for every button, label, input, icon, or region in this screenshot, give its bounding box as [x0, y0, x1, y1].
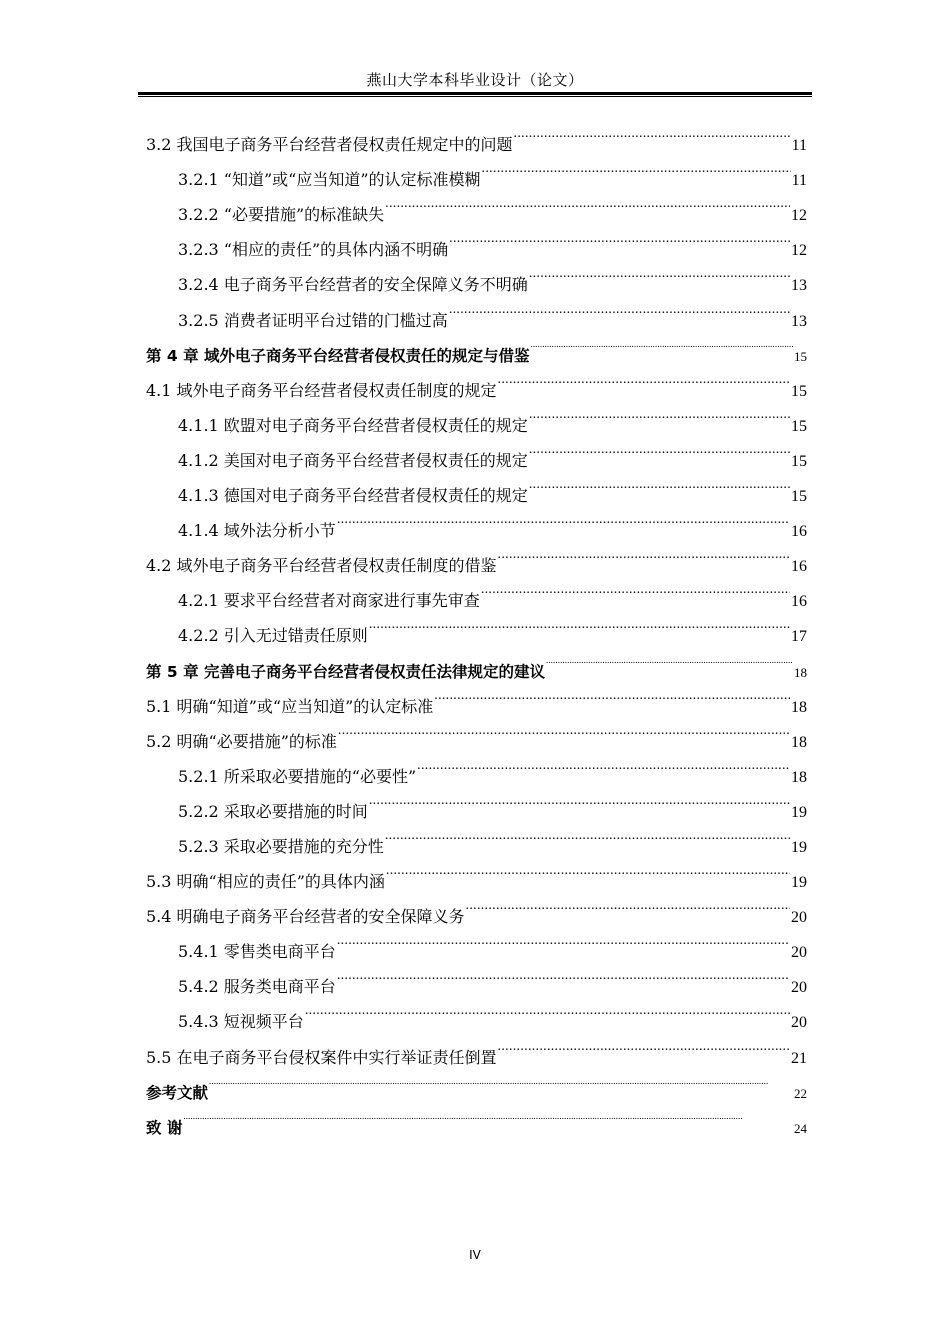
toc-dot-leader [528, 466, 790, 501]
toc-entry[interactable] [146, 1098, 807, 1137]
toc-dot-leader [545, 641, 793, 676]
toc-entry-page: 15 [791, 488, 807, 506]
toc-entry-page: 15 [791, 417, 807, 435]
toc-dot-leader [497, 361, 790, 396]
toc-entry-page: 19 [791, 874, 807, 892]
toc-entry-title: 3.2.1 “知道”或“应当知道”的认定标准模糊 [178, 170, 481, 190]
toc-entry-title: 5.4 明确电子商务平台经营者的安全保障义务 [146, 907, 465, 927]
toc-entry-page: 18 [791, 698, 807, 716]
toc-entry-page: 19 [791, 838, 807, 856]
running-header: 燕山大学本科毕业设计（论文） [366, 71, 584, 89]
toc-entry-title: 4.1.2 美国对电子商务平台经营者侵权责任的规定 [178, 450, 528, 470]
toc-entry-page: 16 [791, 558, 807, 576]
toc-entry-page: 20 [791, 1014, 807, 1032]
toc-dot-leader [182, 1098, 793, 1133]
toc-entry-page: 18 [794, 664, 807, 680]
toc-dot-leader [336, 501, 790, 536]
toc-entry-page: 12 [791, 207, 807, 225]
toc-dot-leader [384, 817, 790, 852]
toc-entry-page: 20 [791, 979, 807, 997]
toc-dot-leader [497, 536, 790, 571]
toc-entry-title: 5.1 明确“知道”或“应当知道”的认定标准 [146, 696, 434, 716]
toc-entry-page: 24 [794, 1120, 807, 1136]
toc-entry-page: 18 [791, 733, 807, 751]
toc-entry-title: 4.1 域外电子商务平台经营者侵权责任制度的规定 [146, 380, 497, 400]
toc-entry-page: 13 [791, 277, 807, 295]
toc-entry-page: 12 [791, 242, 807, 260]
toc-dot-leader [433, 677, 790, 712]
toc-entry[interactable] [146, 1063, 807, 1102]
toc-entry-title: 5.4.1 零售类电商平台 [178, 942, 336, 962]
toc-dot-leader [384, 185, 790, 220]
toc-entry-title: 5.2 明确“必要措施”的标准 [146, 731, 337, 751]
toc-dot-leader [336, 957, 790, 992]
toc-entry-page: 19 [791, 803, 807, 821]
toc-entry-page: 11 [791, 137, 807, 155]
toc-entry-title: 5.4.3 短视频平台 [178, 1012, 304, 1032]
toc-dot-leader [481, 150, 791, 185]
toc-entry-title: 第 4 章 域外电子商务平台经营者侵权责任的规定与借鉴 [146, 346, 530, 365]
toc-dot-leader [416, 747, 790, 782]
toc-entry-title: 3.2.2 “必要措施”的标准缺失 [178, 205, 385, 225]
toc-entry-page: 17 [791, 628, 807, 646]
toc-entry-title: 4.1.3 德国对电子商务平台经营者侵权责任的规定 [178, 486, 528, 506]
toc-entry-title: 4.2 域外电子商务平台经营者侵权责任制度的借鉴 [146, 556, 497, 576]
toc-entry-title: 5.2.1 所采取必要措施的“必要性” [178, 766, 417, 786]
toc-entry-title: 4.2.1 要求平台经营者对商家进行事先审查 [178, 591, 480, 611]
toc-dot-leader [448, 220, 790, 255]
toc-dot-leader [529, 326, 793, 361]
toc-entry-page: 16 [791, 523, 807, 541]
toc-entry-title: 4.1.4 域外法分析小节 [178, 521, 336, 541]
toc-dot-leader [304, 992, 790, 1027]
toc-entry-page: 15 [794, 348, 807, 364]
toc-entry-title: 5.2.3 采取必要措施的充分性 [178, 836, 384, 856]
toc-entry-page: 22 [794, 1085, 807, 1101]
toc-entry-title: 4.1.1 欧盟对电子商务平台经营者侵权责任的规定 [178, 415, 528, 435]
toc-entry-page: 20 [791, 909, 807, 927]
toc-dot-leader [385, 852, 790, 887]
toc-dot-leader [337, 712, 790, 747]
toc-entry-title: 4.2.2 引入无过错责任原则 [178, 626, 368, 646]
toc-entry-title: 3.2 我国电子商务平台经营者侵权责任规定中的问题 [146, 135, 513, 155]
toc-entry-title: 5.3 明确“相应的责任”的具体内涵 [146, 872, 385, 892]
toc-entry-title: 5.2.2 采取必要措施的时间 [178, 801, 368, 821]
toc-entry-page: 16 [791, 593, 807, 611]
toc-entry-title: 5.4.2 服务类电商平台 [178, 977, 336, 997]
toc-entry-title: 3.2.5 消费者证明平台过错的门槛过高 [178, 310, 448, 330]
header-rule [138, 92, 812, 95]
toc-dot-leader [513, 115, 791, 150]
toc-entry-page: 20 [791, 944, 807, 962]
toc-dot-leader [336, 922, 790, 957]
toc-dot-leader [208, 1063, 793, 1098]
table-of-contents [146, 115, 807, 1137]
toc-dot-leader [465, 887, 790, 922]
toc-dot-leader [528, 255, 790, 290]
toc-dot-leader [368, 782, 790, 817]
toc-entry-page: 15 [791, 382, 807, 400]
toc-entry-page: 15 [791, 452, 807, 470]
toc-entry-page: 18 [791, 768, 807, 786]
toc-entry-title: 参考文献 [146, 1083, 209, 1102]
toc-entry-title: 致 谢 [146, 1118, 183, 1137]
toc-entry-title: 3.2.4 电子商务平台经营者的安全保障义务不明确 [178, 275, 528, 295]
page-number: IV [469, 1248, 481, 1262]
toc-entry[interactable] [146, 115, 807, 155]
toc-entry-title: 第 5 章 完善电子商务平台经营者侵权责任法律规定的建议 [146, 662, 545, 681]
toc-entry-title: 3.2.3 “相应的责任”的具体内涵不明确 [178, 240, 449, 260]
toc-dot-leader [480, 571, 790, 606]
toc-entry-page: 11 [791, 172, 807, 190]
toc-dot-leader [368, 606, 790, 641]
toc-dot-leader [528, 396, 790, 431]
toc-entry-page: 21 [791, 1049, 807, 1067]
toc-entry-title: 5.5 在电子商务平台侵权案件中实行举证责任倒置 [146, 1047, 497, 1067]
header-rule-thin [138, 96, 812, 97]
toc-dot-leader [448, 290, 790, 325]
toc-dot-leader [528, 431, 790, 466]
toc-entry-page: 13 [791, 312, 807, 330]
toc-dot-leader [497, 1027, 790, 1062]
